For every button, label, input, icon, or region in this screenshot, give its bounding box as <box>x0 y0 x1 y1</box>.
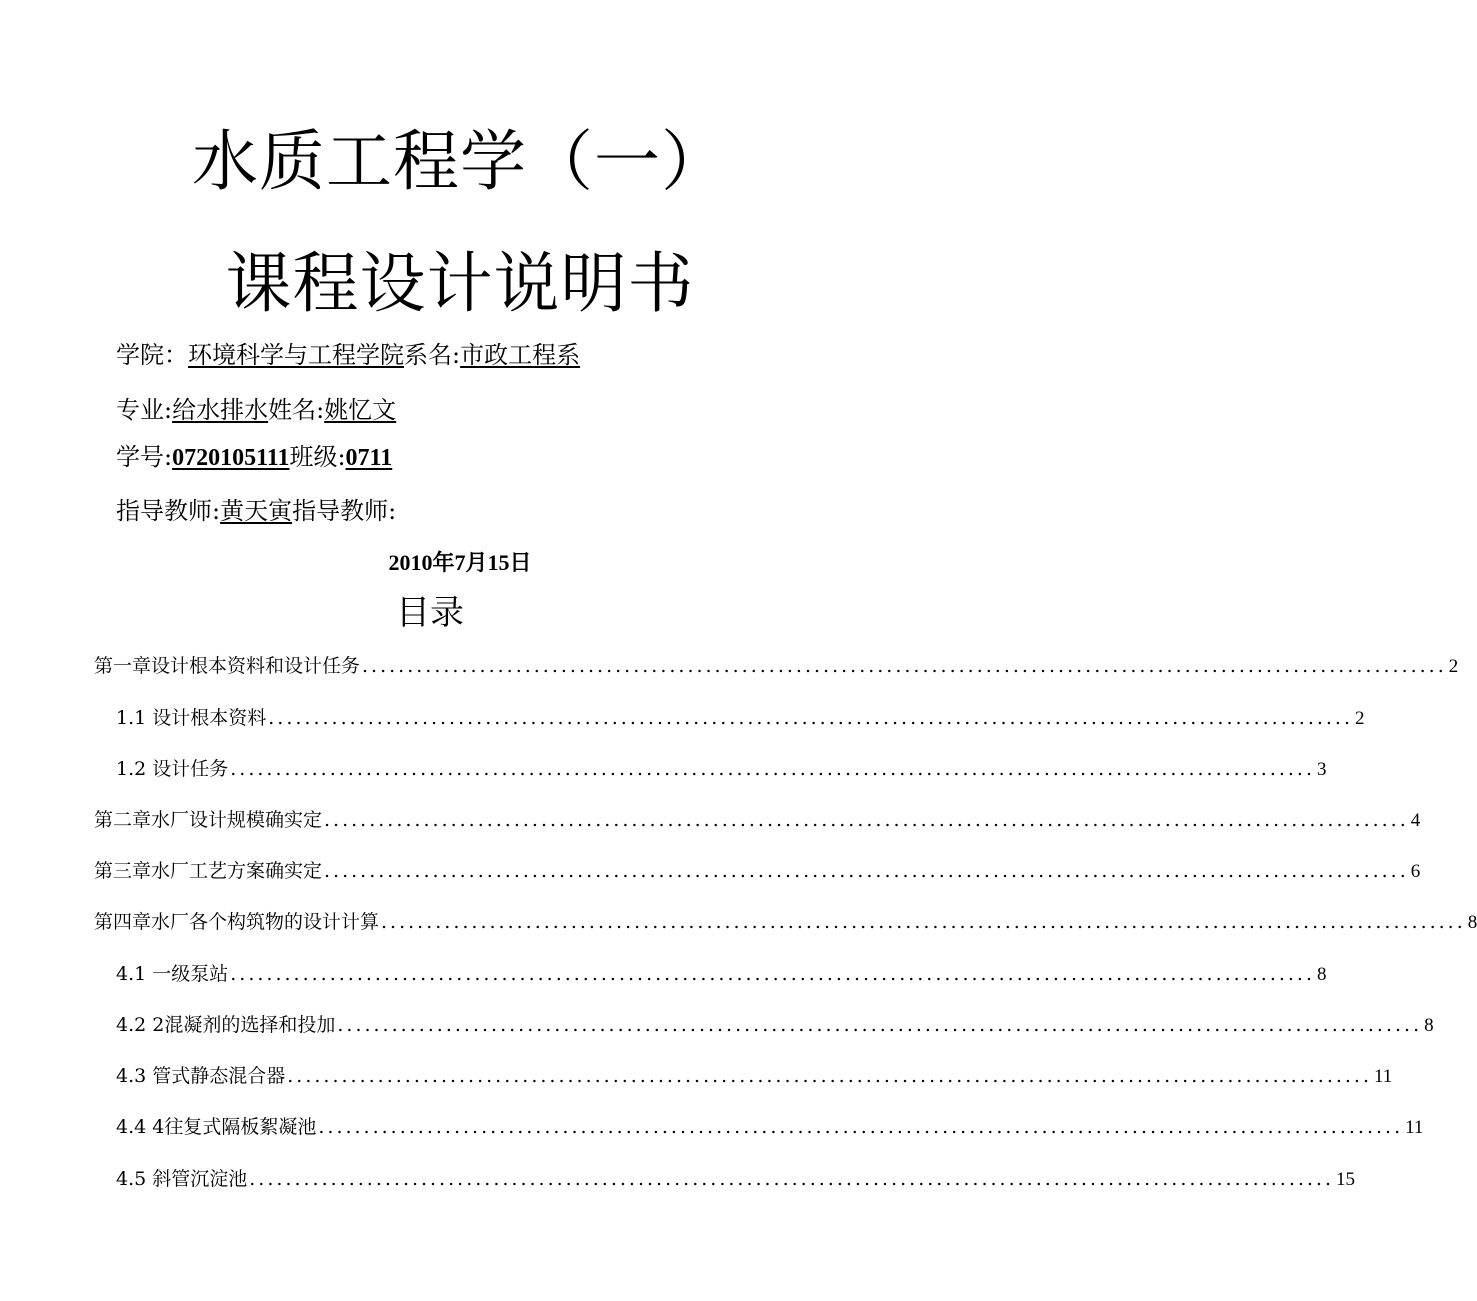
toc-entry[interactable] <box>94 909 1477 936</box>
toc-entry-page: 2 <box>1355 708 1365 729</box>
toc-entry[interactable] <box>116 705 1365 732</box>
toc-entry-page: 6 <box>1410 861 1421 882</box>
id-label: 学号: <box>116 443 173 471</box>
major-label: 专业: <box>116 396 173 424</box>
toc-entry-text: 4.2 2混凝剂的选择和投加 <box>116 1014 336 1036</box>
name-value: 姚忆文 <box>324 396 397 424</box>
toc-entry-page: 8 <box>1424 1015 1434 1036</box>
toc-entry-text: 第三章水厂工艺方案确实定 <box>94 860 323 882</box>
info-id-row <box>116 440 392 475</box>
toc-entry-page: 2 <box>1448 656 1459 677</box>
toc-entry-text: 1.1 设计根本资料 <box>116 707 267 729</box>
info-college-row <box>116 338 580 372</box>
toc-leader-dots: ........................................................................................................................ <box>318 1116 1404 1138</box>
toc-entry[interactable] <box>94 653 1459 680</box>
advisor-label: 指导教师: <box>116 497 221 525</box>
toc-leader-dots: ........................................................................................................................ <box>230 963 1316 985</box>
toc-entry-page: 15 <box>1336 1169 1356 1190</box>
toc-entry-text: 4.3 管式静态混合器 <box>116 1065 286 1087</box>
document-title-line2: 课程设计说明书 <box>225 245 695 322</box>
class-value: 0711 <box>345 445 393 471</box>
major-value: 给水排水 <box>172 396 269 424</box>
toc-entry[interactable] <box>116 1166 1356 1193</box>
toc-entry-text: 第二章水厂设计规模确实定 <box>94 809 323 831</box>
toc-entry[interactable] <box>116 756 1327 783</box>
toc-entry-text: 第一章设计根本资料和设计任务 <box>94 655 361 677</box>
toc-leader-dots: ........................................................................................................................ <box>249 1168 1335 1190</box>
info-major-row <box>116 393 396 427</box>
toc-title: 目录 <box>396 593 464 633</box>
college-value: 环境科学与工程学院 <box>188 341 404 369</box>
toc-leader-dots: ........................................................................................................................ <box>230 758 1316 780</box>
document-title-line1: 水质工程学（一） <box>192 123 728 200</box>
info-advisor-row <box>116 494 396 528</box>
toc-entry[interactable] <box>116 1063 1393 1090</box>
toc-entry[interactable] <box>94 807 1421 834</box>
toc-entry-page: 8 <box>1467 912 1477 933</box>
toc-entry-text: 4.5 斜管沉淀池 <box>116 1168 248 1190</box>
college-label: 学院： <box>116 341 188 369</box>
toc-entry-page: 11 <box>1405 1117 1424 1138</box>
dept-value: 市政工程系 <box>460 341 581 369</box>
id-value: 0720105111 <box>172 445 290 471</box>
toc-entry-page: 4 <box>1410 810 1421 831</box>
toc-entry[interactable] <box>116 1114 1424 1141</box>
toc-entry[interactable] <box>94 858 1421 885</box>
toc-leader-dots: ........................................................................................................................ <box>287 1065 1373 1087</box>
class-label: 班级: <box>289 443 346 471</box>
toc-entry[interactable] <box>116 1012 1434 1039</box>
toc-leader-dots: ........................................................................................................................ <box>381 911 1466 933</box>
toc-entry-text: 第四章水厂各个构筑物的设计计算 <box>94 911 380 933</box>
toc-entry-text: 4.4 4往复式隔板絮凝池 <box>116 1116 317 1138</box>
toc-entry[interactable] <box>116 961 1327 988</box>
advisor-value: 黄天寅 <box>220 497 293 525</box>
dept-label: 系名: <box>404 341 461 369</box>
toc-entry-page: 3 <box>1317 759 1327 780</box>
toc-leader-dots: ........................................................................................................................ <box>268 707 1354 729</box>
toc-leader-dots: ........................................................................................................................ <box>324 860 1409 882</box>
toc-entry-text: 4.1 一级泵站 <box>116 963 229 985</box>
toc-entry-page: 8 <box>1317 964 1327 985</box>
toc-entry-page: 11 <box>1374 1066 1393 1087</box>
name-label: 姓名: <box>268 396 325 424</box>
document-date: 2010年7月15日 <box>388 550 532 575</box>
toc-leader-dots: ........................................................................................................................ <box>324 809 1409 831</box>
toc-entry-text: 1.2 设计任务 <box>116 758 229 780</box>
toc-leader-dots: ........................................................................................................................ <box>337 1014 1423 1036</box>
advisor2-label: 指导教师: <box>292 497 397 525</box>
toc-leader-dots: ........................................................................................................................ <box>362 655 1447 677</box>
